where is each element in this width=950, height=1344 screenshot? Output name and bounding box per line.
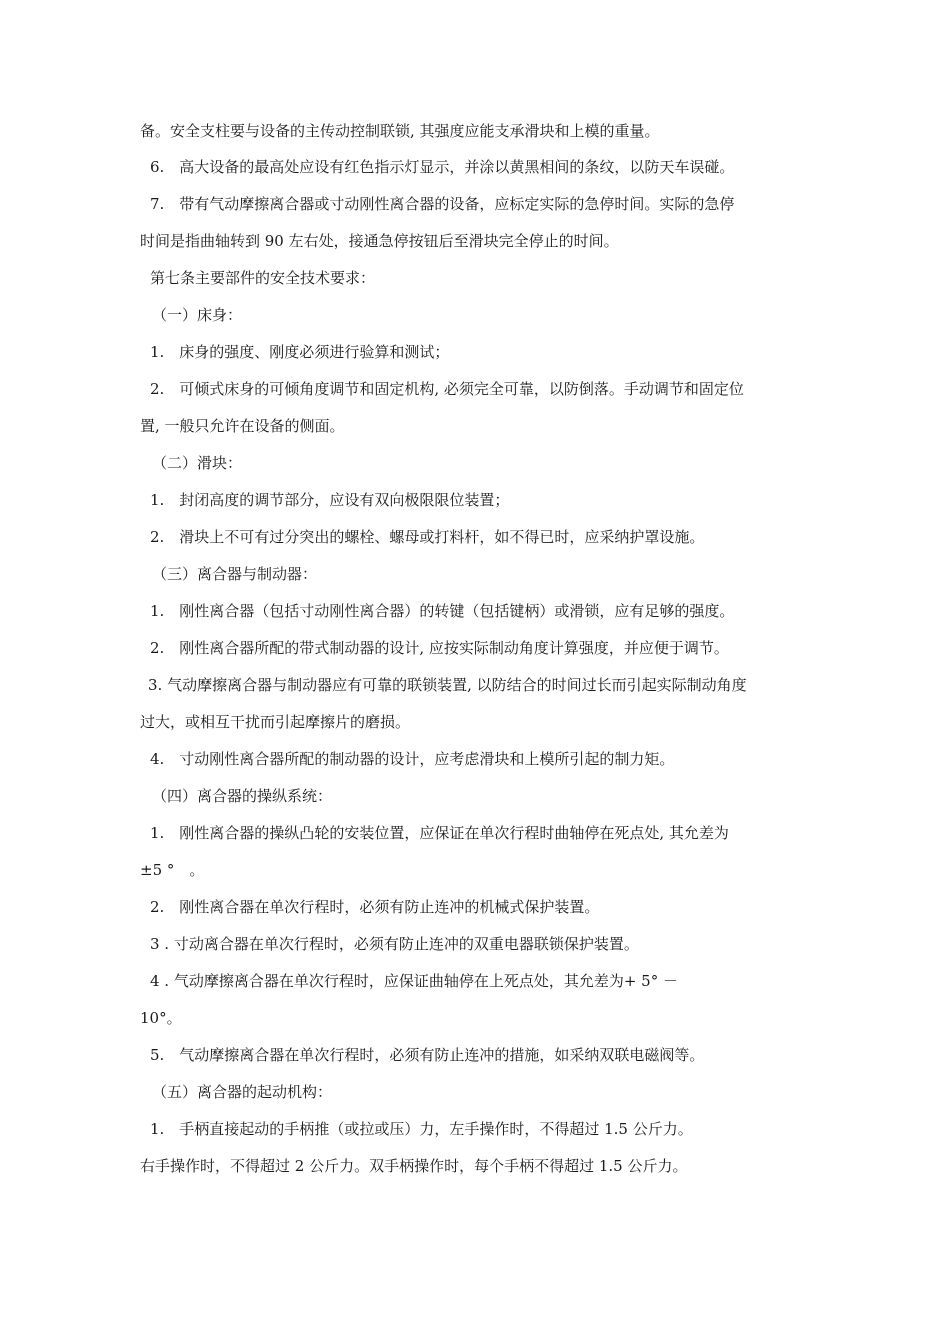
text-line: 右手操作时，不得超过 2 公斤力。双手柄操作时，每个手柄不得超过 1.5 公斤力。 <box>140 1157 688 1175</box>
text-line: 置, 一般只允许在设备的侧面。 <box>140 417 345 435</box>
text-line: 7. 带有气动摩擦离合器或寸动刚性离合器的设备，应标定实际的急停时间。实际的急停 <box>150 195 735 213</box>
text-line: 备。安全支柱要与设备的主传动控制联锁, 其强度应能支承滑块和上模的重量。 <box>140 122 660 140</box>
section-heading: （五）离合器的起动机构： <box>152 1083 333 1101</box>
text-line: 过大，或相互干扰而引起摩擦片的磨损。 <box>140 713 411 731</box>
text-line: 时间是指曲轴转到 90 左右处，接通急停按钮后至滑块完全停止的时间。 <box>140 232 619 250</box>
text-line: 10°。 <box>140 1009 182 1027</box>
text-line: 1. 刚性离合器的操纵凸轮的安装位置，应保证在单次行程时曲轴停在死点处, 其允差为 <box>150 824 729 842</box>
section-heading: （一）床身： <box>152 306 243 324</box>
text-line: 3. 气动摩擦离合器与制动器应有可靠的联锁装置, 以防结合的时间过长而引起实际制动角度 <box>148 676 747 694</box>
section-heading: （二）滑块： <box>152 454 243 472</box>
text-line: 1. 刚性离合器（包括寸动刚性离合器）的转键（包括键柄）或滑锁，应有足够的强度。 <box>150 602 735 620</box>
text-line: 1. 床身的强度、刚度必须进行验算和测试； <box>150 343 450 361</box>
text-line: 2. 刚性离合器在单次行程时，必须有防止连冲的机械式保护装置。 <box>150 898 600 916</box>
text-line: 4. 寸动刚性离合器所配的制动器的设计，应考虑滑块和上模所引起的制力矩。 <box>150 750 675 768</box>
text-line: 3 . 寸动离合器在单次行程时，必须有防止连冲的双重电器联锁保护装置。 <box>150 935 639 953</box>
text-line: 2. 可倾式床身的可倾角度调节和固定机构, 必须完全可靠，以防倒落。手动调节和固定位 <box>150 380 744 398</box>
section-heading: （三）离合器与制动器： <box>152 565 318 583</box>
section-heading: （四）离合器的操纵系统： <box>152 787 333 805</box>
text-line: 第七条主要部件的安全技术要求： <box>150 269 376 287</box>
text-line: 2. 刚性离合器所配的带式制动器的设计, 应按实际制动角度计算强度，并应便于调节。 <box>150 639 729 657</box>
text-line: 5. 气动摩擦离合器在单次行程时，必须有防止连冲的措施，如采纳双联电磁阀等。 <box>150 1046 705 1064</box>
text-line: ±5 ° 。 <box>140 861 205 879</box>
text-line: 1. 封闭高度的调节部分，应设有双向极限限位装置； <box>150 491 510 509</box>
text-line: 2. 滑块上不可有过分突出的螺栓、螺母或打料杆，如不得已时，应采纳护罩设施。 <box>150 528 705 546</box>
text-line: 4 . 气动摩擦离合器在单次行程时，应保证曲轴停在上死点处，其允差为+ 5° － <box>150 972 678 990</box>
text-line: 1. 手柄直接起动的手柄推（或拉或压）力，左手操作时，不得超过 1.5 公斤力。 <box>150 1120 693 1138</box>
text-line: 6. 高大设备的最高处应设有红色指示灯显示，并涂以黄黑相间的条纹，以防天车误碰。 <box>150 158 735 176</box>
